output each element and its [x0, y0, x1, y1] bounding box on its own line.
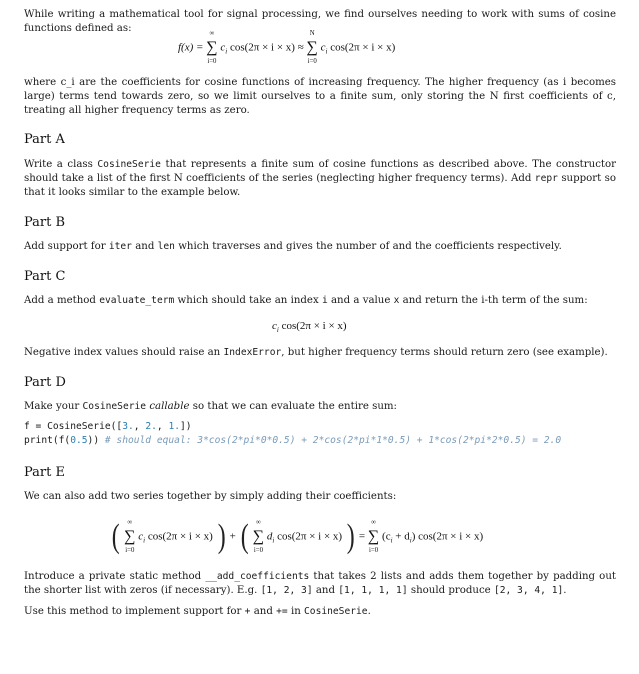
code-cosineserie: CosineSerie	[97, 159, 161, 170]
code-indexerror: IndexError	[223, 347, 282, 358]
part-e-paragraph: We can also add two series together by simply adding their coefficients:	[24, 491, 397, 502]
code-repr: repr	[534, 173, 558, 184]
code-len: len	[157, 241, 175, 252]
series-formula: f(x) = ∞ ∑ i=0 $c_i$ cos(2π × i × x) ≈ N ∑ i=0 $c_i$ cos(2π × i × x)	[178, 30, 396, 65]
part-c-paragraph-2: Negative index values should raise an IndexError, but higher frequency terms should return zero (see example).	[24, 347, 608, 358]
part-c-heading: Part C	[24, 269, 66, 284]
part-e-heading: Part E	[24, 465, 65, 480]
code-iter: iter	[108, 241, 132, 252]
intro-text: While writing a mathematical tool for signal processing, we find ourselves needing to work with sums of cosine functions defined as:	[24, 9, 616, 34]
intro-text-after: where c_i are the coefficients for cosine functions of increasing frequency. The higher frequency (as i becomes large) terms tend towards zero, so we limit ourselves to a finite sum, only storing the N first coefficients of c, treating all higher frequency terms as zero.	[24, 77, 616, 116]
part-a-heading: Part A	[24, 132, 65, 147]
code-evaluate-term: evaluate_term	[99, 295, 175, 306]
code-comment: # should equal: 3*cos(2*pi*0*0.5) + 2*cos(2*pi*1*0.5) + 1*cos(2*pi*2*0.5) = 2.0	[104, 435, 562, 446]
part-e-paragraph-3: Use this method to implement support for + and += in CosineSerie.	[24, 606, 371, 617]
part-e-paragraph-2: Introduce a private static method __add_coefficients that takes 2 lists and adds them together by padding out the shorter list with zeros (if necessary). E.g. [1, 2, 3] and [1, 1, 1, 1] should produce [2, 3, 4, 1].	[24, 571, 616, 596]
addition-formula: ( ∞ ∑ i=0 $c_i$ cos(2π × i × x) ) + ( ∞ ∑ i=0 $d_i$ cos(2π × i × x) ) = ∞ ∑ i=0 $(c_i + d_i) \cos(2\pi \times i \times x)$	[111, 518, 484, 555]
formula-lhs: f(x) =	[178, 41, 204, 54]
formula-term1: cos(2π × i × x) ≈	[229, 41, 304, 54]
sum-symbol-1: ∞ ∑ i=0	[206, 30, 218, 65]
term-formula: $c_i$ cos(2π × i × x)	[272, 320, 347, 335]
part-b-paragraph: Add support for iter and len which traverses and gives the number of and the coefficients respectively.	[24, 241, 562, 252]
formula-term2: cos(2π × i × x)	[330, 41, 396, 54]
part-b-heading: Part B	[24, 215, 66, 230]
part-a-paragraph: Write a class CosineSerie that represents a finite sum of cosine functions as described above. The constructor should take a list of the first N coefficients of the series (neglecting higher frequency terms). Add repr support so that it looks similar to the example below.	[24, 159, 616, 198]
intro-paragraph-2	[24, 76, 616, 118]
part-d-heading: Part D	[24, 375, 66, 390]
sum-symbol-2: N ∑ i=0	[306, 30, 318, 65]
intro-paragraph	[24, 8, 616, 36]
code-block: f = CosineSerie([3., 2., 1.]) print(f(0.5)) # should equal: 3*cos(2*pi*0*0.5) + 2*cos(2*pi*1*0.5) + 1*cos(2*pi*2*0.5) = 2.0	[24, 421, 562, 446]
code-add-coefficients: __add_coefficients	[205, 571, 310, 582]
part-c-paragraph: Add a method evaluate_term which should take an index i and a value x and return the i-th term of the sum:	[24, 295, 588, 306]
part-d-paragraph: Make your CosineSerie callable so that we can evaluate the entire sum:	[24, 401, 397, 412]
